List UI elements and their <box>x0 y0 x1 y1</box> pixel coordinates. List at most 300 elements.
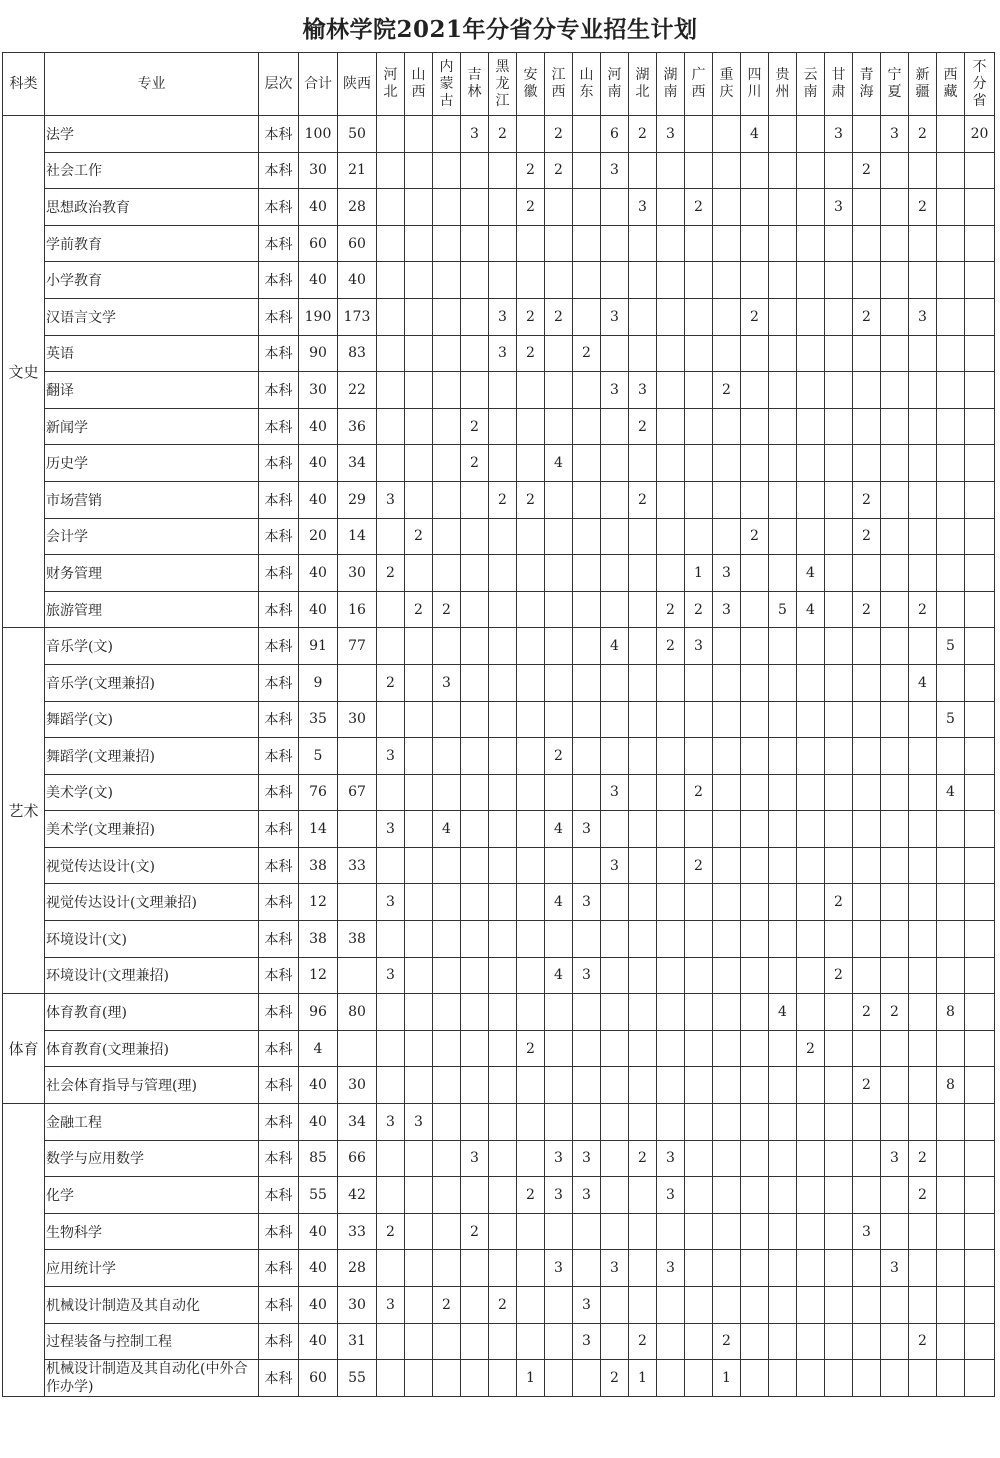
quota-cell <box>909 921 937 958</box>
quota-cell <box>685 298 713 335</box>
quota-cell <box>881 1030 909 1067</box>
quota-cell <box>965 225 995 262</box>
quota-cell <box>769 921 797 958</box>
quota-cell <box>909 1213 937 1250</box>
quota-cell <box>853 262 881 299</box>
quota-cell <box>517 1140 545 1177</box>
quota-cell <box>545 1360 573 1397</box>
quota-cell <box>629 298 657 335</box>
quota-cell <box>629 225 657 262</box>
quota-cell <box>713 1140 741 1177</box>
quota-cell: 21 <box>338 152 377 189</box>
quota-cell <box>797 1177 825 1214</box>
quota-cell: 2 <box>405 518 433 555</box>
quota-cell <box>909 1250 937 1287</box>
quota-cell <box>573 921 601 958</box>
quota-cell <box>965 298 995 335</box>
major-cell: 视觉传达设计(文理兼招) <box>45 884 259 921</box>
quota-cell <box>685 408 713 445</box>
quota-cell <box>545 408 573 445</box>
quota-cell <box>741 225 769 262</box>
quota-cell <box>657 1287 685 1324</box>
level-cell: 本科 <box>259 518 299 555</box>
level-cell: 本科 <box>259 628 299 665</box>
quota-cell <box>657 701 685 738</box>
table-row <box>3 884 995 921</box>
quota-cell <box>685 335 713 372</box>
quota-cell: 20 <box>965 116 995 153</box>
quota-cell <box>601 811 629 848</box>
quota-cell <box>338 811 377 848</box>
quota-cell <box>405 628 433 665</box>
quota-cell <box>489 628 517 665</box>
quota-cell <box>685 884 713 921</box>
quota-cell <box>797 664 825 701</box>
quota-cell <box>405 1287 433 1324</box>
header-province: 黑龙江 <box>489 53 517 116</box>
quota-cell <box>853 116 881 153</box>
quota-cell <box>825 811 853 848</box>
quota-cell: 3 <box>377 811 405 848</box>
quota-cell <box>377 1323 405 1360</box>
quota-cell <box>769 445 797 482</box>
quota-cell <box>517 1067 545 1104</box>
quota-cell <box>769 701 797 738</box>
level-cell: 本科 <box>259 555 299 592</box>
quota-cell: 2 <box>685 847 713 884</box>
quota-cell <box>489 445 517 482</box>
quota-cell <box>825 664 853 701</box>
level-cell: 本科 <box>259 481 299 518</box>
quota-cell <box>769 1104 797 1141</box>
quota-cell <box>461 847 489 884</box>
quota-cell: 3 <box>545 1140 573 1177</box>
quota-cell <box>797 921 825 958</box>
quota-cell <box>825 1213 853 1250</box>
quota-cell <box>881 262 909 299</box>
quota-cell: 2 <box>629 116 657 153</box>
quota-cell <box>629 628 657 665</box>
level-cell: 本科 <box>259 116 299 153</box>
major-cell: 音乐学(文理兼招) <box>45 664 259 701</box>
quota-cell <box>489 189 517 226</box>
quota-cell: 2 <box>517 1177 545 1214</box>
quota-cell <box>769 738 797 775</box>
table-row <box>3 957 995 994</box>
level-cell: 本科 <box>259 335 299 372</box>
quota-cell <box>685 1360 713 1397</box>
quota-cell <box>965 481 995 518</box>
quota-cell <box>769 664 797 701</box>
quota-cell <box>713 518 741 555</box>
total-cell: 60 <box>299 225 338 262</box>
header-category: 科类 <box>3 53 45 116</box>
major-cell: 思想政治教育 <box>45 189 259 226</box>
quota-cell <box>965 847 995 884</box>
quota-cell: 3 <box>573 811 601 848</box>
quota-cell <box>433 1213 461 1250</box>
quota-cell <box>769 518 797 555</box>
quota-cell: 2 <box>909 1177 937 1214</box>
quota-cell <box>741 189 769 226</box>
quota-cell <box>769 189 797 226</box>
quota-cell <box>405 847 433 884</box>
quota-cell <box>461 225 489 262</box>
quota-cell <box>937 664 965 701</box>
quota-cell: 1 <box>713 1360 741 1397</box>
level-cell: 本科 <box>259 1360 299 1397</box>
quota-cell <box>909 408 937 445</box>
quota-cell <box>965 1250 995 1287</box>
header-province: 河北 <box>377 53 405 116</box>
quota-cell: 3 <box>545 1177 573 1214</box>
table-row <box>3 738 995 775</box>
major-cell: 数学与应用数学 <box>45 1140 259 1177</box>
quota-cell <box>769 1323 797 1360</box>
quota-cell <box>338 738 377 775</box>
total-cell: 14 <box>299 811 338 848</box>
total-cell: 60 <box>299 1360 338 1397</box>
quota-cell <box>965 811 995 848</box>
level-cell: 本科 <box>259 957 299 994</box>
quota-cell <box>741 408 769 445</box>
quota-cell <box>405 408 433 445</box>
quota-cell <box>433 1177 461 1214</box>
quota-cell <box>713 628 741 665</box>
quota-cell <box>433 225 461 262</box>
quota-cell <box>741 481 769 518</box>
quota-cell <box>433 628 461 665</box>
quota-cell <box>377 1177 405 1214</box>
quota-cell <box>489 664 517 701</box>
quota-cell <box>517 372 545 409</box>
quota-cell: 2 <box>629 1323 657 1360</box>
header-province: 不分省 <box>965 53 995 116</box>
quota-cell <box>881 152 909 189</box>
quota-cell: 3 <box>377 1104 405 1141</box>
quota-cell <box>433 774 461 811</box>
quota-cell <box>405 116 433 153</box>
quota-cell <box>657 921 685 958</box>
quota-cell <box>657 189 685 226</box>
quota-cell: 4 <box>741 116 769 153</box>
quota-cell: 2 <box>909 116 937 153</box>
level-cell: 本科 <box>259 445 299 482</box>
quota-cell <box>601 445 629 482</box>
quota-cell <box>741 1360 769 1397</box>
quota-cell <box>629 591 657 628</box>
level-cell: 本科 <box>259 1287 299 1324</box>
quota-cell: 3 <box>713 591 741 628</box>
quota-cell: 1 <box>685 555 713 592</box>
quota-cell <box>713 1250 741 1287</box>
quota-cell <box>601 1323 629 1360</box>
total-cell: 4 <box>299 1030 338 1067</box>
quota-cell <box>909 811 937 848</box>
quota-cell: 5 <box>937 628 965 665</box>
quota-cell: 2 <box>629 1140 657 1177</box>
quota-cell <box>629 847 657 884</box>
quota-cell <box>377 591 405 628</box>
quota-cell: 33 <box>338 847 377 884</box>
quota-cell <box>713 408 741 445</box>
quota-cell: 2 <box>433 591 461 628</box>
quota-cell <box>657 1323 685 1360</box>
quota-cell <box>573 555 601 592</box>
table-row <box>3 994 995 1031</box>
header-province: 云南 <box>797 53 825 116</box>
table-row <box>3 555 995 592</box>
table-row <box>3 628 995 665</box>
quota-cell <box>433 1067 461 1104</box>
quota-cell <box>433 445 461 482</box>
quota-cell: 2 <box>601 1360 629 1397</box>
quota-cell <box>517 664 545 701</box>
quota-cell: 3 <box>573 884 601 921</box>
quota-cell: 4 <box>545 811 573 848</box>
quota-cell <box>797 189 825 226</box>
quota-cell <box>741 701 769 738</box>
quota-cell: 2 <box>545 116 573 153</box>
quota-cell <box>517 774 545 811</box>
quota-cell <box>825 994 853 1031</box>
quota-cell <box>545 481 573 518</box>
level-cell: 本科 <box>259 152 299 189</box>
quota-cell <box>601 335 629 372</box>
quota-cell: 29 <box>338 481 377 518</box>
quota-cell <box>685 1177 713 1214</box>
quota-cell <box>377 774 405 811</box>
major-cell: 社会工作 <box>45 152 259 189</box>
quota-cell <box>937 738 965 775</box>
quota-cell <box>881 445 909 482</box>
quota-cell <box>657 774 685 811</box>
quota-cell: 3 <box>601 774 629 811</box>
quota-cell <box>741 591 769 628</box>
quota-cell: 2 <box>377 1213 405 1250</box>
quota-cell <box>741 664 769 701</box>
quota-cell: 36 <box>338 408 377 445</box>
quota-cell <box>825 408 853 445</box>
total-cell: 85 <box>299 1140 338 1177</box>
quota-cell <box>937 1323 965 1360</box>
quota-cell <box>433 372 461 409</box>
quota-cell <box>853 847 881 884</box>
quota-cell <box>629 1030 657 1067</box>
quota-cell: 33 <box>338 1213 377 1250</box>
quota-cell <box>909 774 937 811</box>
quota-cell <box>853 1104 881 1141</box>
quota-cell <box>461 1177 489 1214</box>
total-cell: 40 <box>299 1213 338 1250</box>
quota-cell: 3 <box>601 152 629 189</box>
quota-cell <box>657 738 685 775</box>
quota-cell <box>461 994 489 1031</box>
quota-cell <box>797 116 825 153</box>
quota-cell <box>433 738 461 775</box>
major-cell: 机械设计制造及其自动化(中外合作办学) <box>45 1360 259 1397</box>
quota-cell <box>629 664 657 701</box>
quota-cell <box>769 152 797 189</box>
quota-cell <box>769 774 797 811</box>
quota-cell <box>433 335 461 372</box>
quota-cell <box>713 884 741 921</box>
quota-cell <box>685 664 713 701</box>
header-province: 四川 <box>741 53 769 116</box>
quota-cell <box>853 664 881 701</box>
quota-cell <box>573 1067 601 1104</box>
quota-cell <box>825 1030 853 1067</box>
quota-cell <box>881 408 909 445</box>
quota-cell <box>937 518 965 555</box>
category-cell: 艺术 <box>3 628 45 994</box>
quota-cell <box>657 408 685 445</box>
quota-cell <box>601 994 629 1031</box>
quota-cell <box>965 1140 995 1177</box>
quota-cell <box>937 116 965 153</box>
quota-cell <box>601 1177 629 1214</box>
quota-cell <box>545 1287 573 1324</box>
quota-cell <box>405 262 433 299</box>
quota-cell <box>881 921 909 958</box>
quota-cell <box>853 1140 881 1177</box>
total-cell: 35 <box>299 701 338 738</box>
quota-cell <box>601 701 629 738</box>
quota-cell <box>797 847 825 884</box>
quota-cell <box>965 738 995 775</box>
quota-cell <box>629 555 657 592</box>
quota-cell <box>713 774 741 811</box>
quota-cell <box>405 774 433 811</box>
level-cell: 本科 <box>259 884 299 921</box>
quota-cell <box>433 921 461 958</box>
quota-cell <box>881 555 909 592</box>
quota-cell <box>489 701 517 738</box>
quota-cell <box>713 957 741 994</box>
quota-cell: 2 <box>853 994 881 1031</box>
header-province: 内蒙古 <box>433 53 461 116</box>
quota-cell <box>713 738 741 775</box>
quota-cell <box>629 957 657 994</box>
quota-cell <box>629 774 657 811</box>
total-cell: 40 <box>299 408 338 445</box>
quota-cell <box>489 774 517 811</box>
quota-cell <box>489 1250 517 1287</box>
quota-cell <box>881 774 909 811</box>
quota-cell <box>657 1067 685 1104</box>
quota-cell <box>657 225 685 262</box>
quota-cell <box>713 1213 741 1250</box>
level-cell: 本科 <box>259 664 299 701</box>
quota-cell <box>797 262 825 299</box>
quota-cell <box>629 1177 657 1214</box>
quota-cell <box>377 1030 405 1067</box>
quota-cell: 3 <box>881 1140 909 1177</box>
quota-cell <box>713 664 741 701</box>
quota-cell <box>545 1104 573 1141</box>
quota-cell <box>489 1104 517 1141</box>
quota-cell <box>377 1067 405 1104</box>
quota-cell <box>881 1104 909 1141</box>
header-province: 山东 <box>573 53 601 116</box>
quota-cell <box>573 262 601 299</box>
quota-cell: 2 <box>545 738 573 775</box>
quota-cell <box>405 445 433 482</box>
major-cell: 音乐学(文) <box>45 628 259 665</box>
major-cell: 体育教育(文理兼招) <box>45 1030 259 1067</box>
quota-cell <box>909 957 937 994</box>
quota-cell: 3 <box>881 116 909 153</box>
quota-cell <box>713 481 741 518</box>
quota-cell <box>629 738 657 775</box>
major-cell: 翻译 <box>45 372 259 409</box>
table-row <box>3 847 995 884</box>
quota-cell <box>713 847 741 884</box>
quota-cell <box>405 701 433 738</box>
header-province: 安徽 <box>517 53 545 116</box>
quota-cell: 3 <box>377 1287 405 1324</box>
quota-cell <box>517 1104 545 1141</box>
quota-cell <box>797 957 825 994</box>
quota-cell <box>937 555 965 592</box>
quota-cell <box>573 1250 601 1287</box>
header-total: 合计 <box>299 53 338 116</box>
quota-cell <box>965 445 995 482</box>
quota-cell <box>769 335 797 372</box>
quota-cell <box>377 1250 405 1287</box>
quota-cell <box>825 921 853 958</box>
quota-cell <box>909 738 937 775</box>
quota-cell <box>405 225 433 262</box>
quota-cell <box>797 1140 825 1177</box>
total-cell: 90 <box>299 335 338 372</box>
quota-cell <box>965 884 995 921</box>
quota-cell <box>461 189 489 226</box>
table-row <box>3 811 995 848</box>
quota-cell <box>461 1250 489 1287</box>
quota-cell <box>405 298 433 335</box>
quota-cell <box>713 811 741 848</box>
quota-cell: 2 <box>853 1067 881 1104</box>
quota-cell <box>797 1360 825 1397</box>
quota-cell <box>825 298 853 335</box>
quota-cell <box>853 372 881 409</box>
quota-cell <box>825 1360 853 1397</box>
quota-cell <box>405 738 433 775</box>
category-cell <box>3 1104 45 1397</box>
quota-cell: 2 <box>853 481 881 518</box>
quota-cell <box>405 1250 433 1287</box>
quota-cell <box>853 774 881 811</box>
quota-cell <box>517 116 545 153</box>
quota-cell <box>601 225 629 262</box>
major-cell: 生物科学 <box>45 1213 259 1250</box>
quota-cell: 2 <box>909 1323 937 1360</box>
quota-cell <box>377 335 405 372</box>
quota-cell <box>338 884 377 921</box>
quota-cell <box>461 1104 489 1141</box>
quota-cell <box>881 847 909 884</box>
quota-cell <box>769 225 797 262</box>
quota-cell <box>881 1177 909 1214</box>
quota-cell <box>741 445 769 482</box>
table-row <box>3 152 995 189</box>
quota-cell <box>573 445 601 482</box>
quota-cell <box>629 445 657 482</box>
total-cell: 12 <box>299 957 338 994</box>
quota-cell <box>685 518 713 555</box>
quota-cell <box>825 518 853 555</box>
